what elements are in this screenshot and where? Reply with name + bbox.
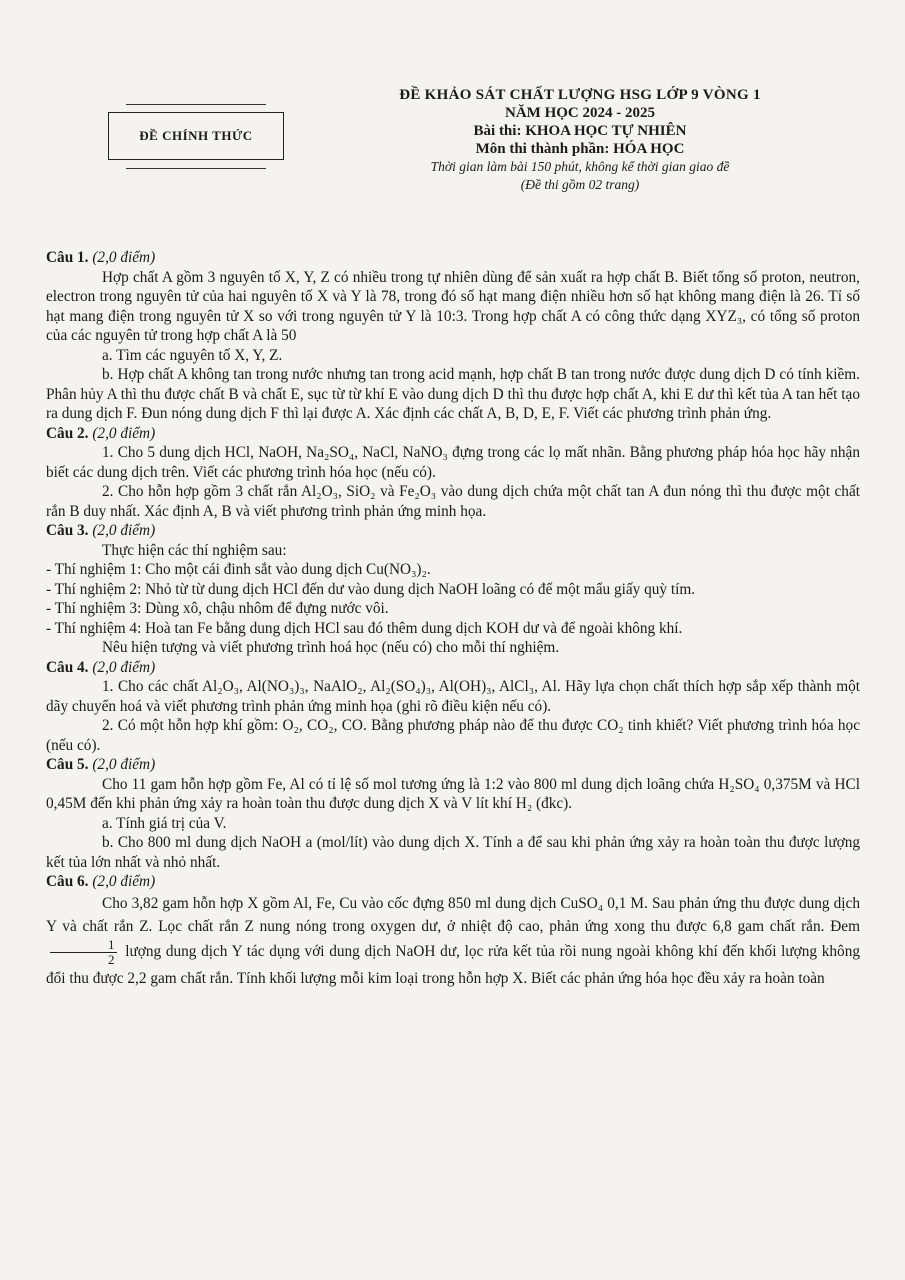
stamp-label: ĐỀ CHÍNH THỨC — [139, 128, 253, 143]
question-2-part-2: 2. Cho hỗn hợp gồm 3 chất rắn Al₂O₃, SiO₂ và Fe₂O₃ vào dung dịch chứa một chất tan A đun nóng thì thu được một chất rắn B duy nhất. Xác định A, B và viết phương trình phản ứng minh họa. — [46, 483, 860, 520]
exam-component: Môn thi thành phần: HÓA HỌC — [475, 141, 685, 157]
official-stamp — [108, 112, 284, 160]
question-1-part-b: b. Hợp chất A không tan trong nước nhưng tan trong acid mạnh, hợp chất B tan trong nước được dung dịch D có tính kiềm. Phân hủy A thì thu được chất B và chất E, sục từ từ khí E vào dung dịch D thì thu được hợp chất A, khi E dư thì kết tủa A tan hết tạo ra dung dịch F. Đun nóng dung dịch F thì lại được A. Xác định các chất A, B, D, E, F. Viết các phương trình phản ứng. — [46, 366, 860, 422]
question-5-part-a: a. Tính giá trị của V. — [102, 814, 227, 832]
question-5-points: (2,0 điểm) — [92, 756, 156, 773]
question-6-part-2: lượng dung dịch Y tác dụng với dung dịch NaOH dư, lọc rửa kết tủa rồi nung ngoài không khí đến khối lượng không đổi thu được 2,2 gam chất rắn. Tính khối lượng mỗi kim loại trong hỗn hợp X. Biết các phản ứng hóa học đều xảy ra hoàn toàn — [46, 942, 861, 987]
fraction-denominator: 2 — [108, 951, 115, 967]
school-year: NĂM HỌC 2024 - 2025 — [505, 105, 655, 121]
question-3-outro: Nêu hiện tượng và viết phương trình hoá học (nếu có) cho mỗi thí nghiệm. — [102, 639, 560, 656]
question-6-part-1: Cho 3,82 gam hỗn hợp X gồm Al, Fe, Cu vào cốc đựng 850 ml dung dịch CuSO₄ 0,1 M. Sau phản ứng thu được dung dịch Y và chất rắn Z. Lọc chất rắn Z nung nóng trong oxygen dư, ở nhiệt độ cao, phản ứng xong thu được 6,8 gam chất rắn. Đem — [46, 894, 860, 935]
question-1-points: (2,0 điểm) — [92, 249, 156, 266]
question-2-label: Câu 2. — [46, 424, 89, 442]
question-6-heading — [46, 872, 860, 892]
question-3-label: Câu 3. — [46, 522, 89, 539]
fraction-one-half — [50, 938, 117, 967]
question-2-points: (2,0 điểm) — [92, 424, 156, 442]
question-4 — [46, 658, 860, 756]
question-6-label: Câu 6. — [46, 873, 89, 890]
question-3-experiment-3: - Thí nghiệm 3: Dùng xô, chậu nhôm để đựng nước vôi. — [46, 600, 389, 617]
fraction-numerator: 1 — [50, 938, 117, 953]
question-2-heading — [46, 424, 860, 444]
question-1 — [46, 248, 860, 424]
question-4-heading — [46, 658, 860, 678]
stamp-rule-top — [126, 104, 266, 105]
question-3-experiment-2: - Thí nghiệm 2: Nhỏ từ từ dung dịch HCl đến dư vào dung dịch NaOH loãng có để một mẩu giấy quỳ tím. — [46, 580, 696, 598]
question-5-intro: Cho 11 gam hỗn hợp gồm Fe, Al có tỉ lệ số mol tương ứng là 1:2 vào 800 ml dung dịch loãng chứa H₂SO₄ 0,375M và HCl 0,45M đến khi phản ứng xảy ra hoàn toàn thu được dung dịch X và V lít khí H₂ (đkc). — [46, 775, 860, 812]
exam-body — [46, 248, 860, 990]
stamp-rule-bottom — [126, 168, 266, 169]
question-4-points: (2,0 điểm) — [92, 658, 156, 676]
question-4-part-1: 1. Cho các chất Al₂O₃, Al(NO₃)₃, NaAlO₂, Al₂(SO₄)₃, Al(OH)₃, AlCl₃, Al. Hãy lựa chọn chất thích hợp sắp xếp thành một dãy chuyển hoá và viết phương trình phản ứng minh họa (ghi rõ điều kiện nếu có). — [46, 678, 860, 715]
question-3-experiment-1: - Thí nghiệm 1: Cho một cái đinh sắt vào dung dịch Cu(NO₃)₂. — [46, 561, 431, 578]
exam-title: ĐỀ KHẢO SÁT CHẤT LƯỢNG HSG LỚP 9 VÒNG 1 — [399, 87, 761, 103]
question-3 — [46, 521, 860, 658]
question-5-part-b: b. Cho 800 ml dung dịch NaOH a (mol/lít) vào dung dịch X. Tính a để sau khi phản ứng xảy ra hoàn toàn thu được lượng kết tủa lớn nhất và nhỏ nhất. — [46, 834, 860, 871]
question-4-part-2: 2. Có một hỗn hợp khí gồm: O₂, CO₂, CO. Bằng phương pháp nào để thu được CO₂ tinh khiết? Viết phương trình hóa học (nếu có). — [46, 717, 860, 754]
question-1-intro: Hợp chất A gồm 3 nguyên tố X, Y, Z có nhiều trong tự nhiên dùng để sản xuất ra hợp chất B. Biết tổng số proton, neutron, electron trong nguyên tử của hai nguyên tố X và Y là 78, trong đó số hạt mang điện nhiều hơn số hạt không mang điện là 26. Tỉ số hạt mang điện trong nguyên tử X so với trong nguyên tử Y là 10:3. Trong hợp chất A có công thức dạng XYZ₃, có tổng số proton của các nguyên tử trong hợp chất A là 50 — [46, 268, 860, 344]
question-6 — [46, 872, 860, 990]
question-6-points: (2,0 điểm) — [92, 873, 156, 890]
question-3-intro: Thực hiện các thí nghiệm sau: — [102, 541, 287, 559]
question-3-experiment-4: - Thí nghiệm 4: Hoà tan Fe bằng dung dịch HCl sau đó thêm dung dịch KOH dư và để ngoài không khí. — [46, 619, 683, 637]
question-3-heading — [46, 521, 860, 541]
question-2-part-1: 1. Cho 5 dung dịch HCl, NaOH, Na₂SO₄, NaCl, NaNO₃ đựng trong các lọ mất nhãn. Bằng phương pháp hóa học hãy nhận biết các dung dịch trên. Viết các phương trình hóa học (nếu có). — [46, 444, 860, 481]
question-5 — [46, 755, 860, 872]
question-1-part-a: a. Tìm các nguyên tố X, Y, Z. — [102, 346, 283, 364]
question-5-label: Câu 5. — [46, 756, 89, 773]
exam-subject: Bài thi: KHOA HỌC TỰ NHIÊN — [473, 123, 687, 139]
exam-time: Thời gian làm bài 150 phút, không kể thời gian giao đề — [430, 159, 730, 174]
question-1-label: Câu 1. — [46, 249, 89, 266]
question-1-heading — [46, 248, 860, 268]
exam-header — [320, 86, 840, 194]
exam-page-count: (Đề thi gồm 02 trang) — [520, 177, 640, 192]
question-4-label: Câu 4. — [46, 658, 89, 676]
question-3-points: (2,0 điểm) — [92, 522, 156, 539]
question-5-heading — [46, 755, 860, 775]
question-2 — [46, 424, 860, 522]
question-6-text — [46, 892, 860, 990]
